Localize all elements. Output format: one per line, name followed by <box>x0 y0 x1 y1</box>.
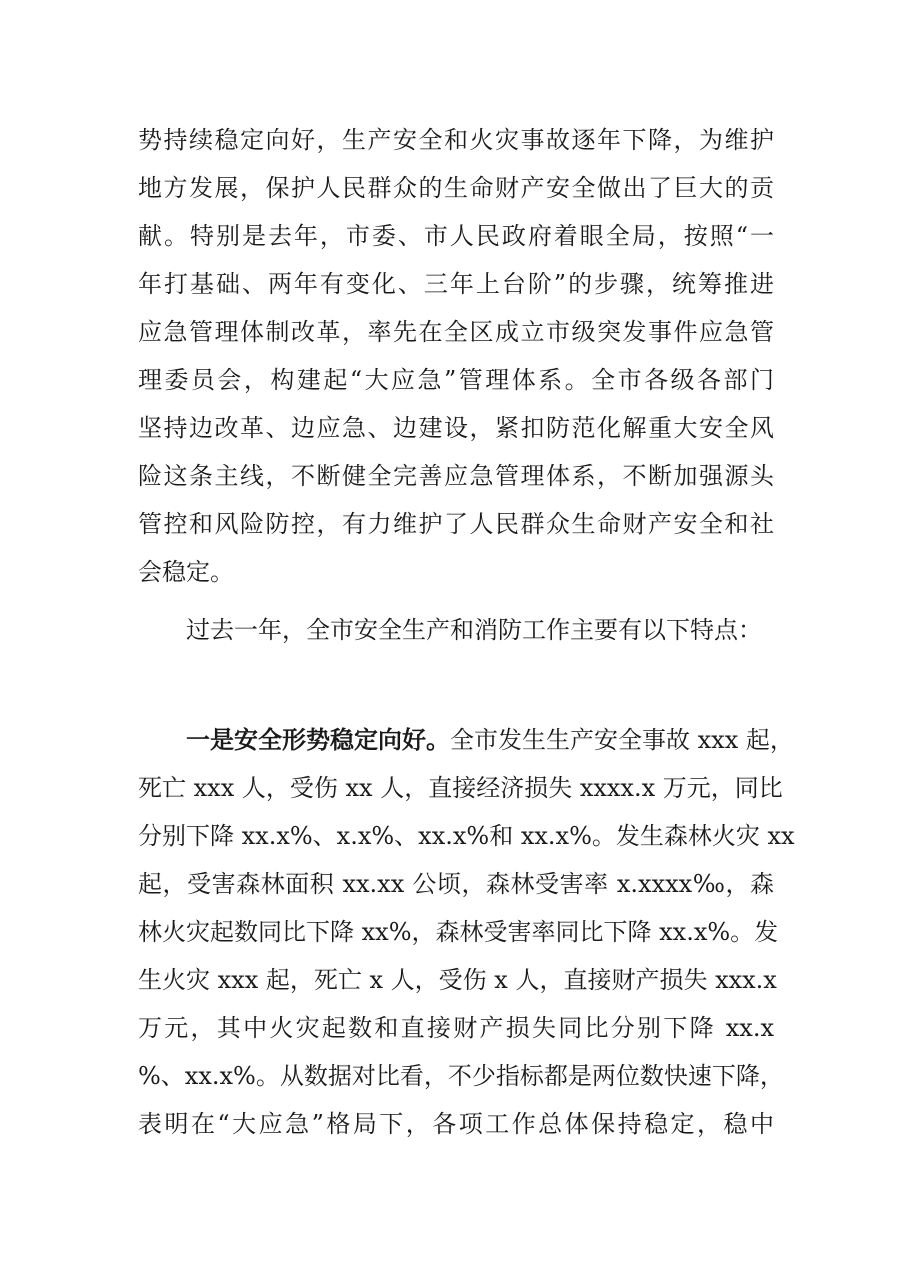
paragraph-1-line-6: 理委员会，构建起“大应急”管理体系。全市各级各部门 <box>138 366 774 394</box>
paragraph-1-line-3: 献。特别是去年，市委、市人民政府着眼全局，按照“一 <box>138 222 774 250</box>
paragraph-3-line-1 <box>186 724 794 756</box>
paragraph-2-line-1: 过去一年，全市安全生产和消防工作主要有以下特点： <box>186 616 762 644</box>
paragraph-3-line-9: 表明在“大应急”格局下，各项工作总体保持稳定，稳中 <box>138 1110 774 1138</box>
paragraph-3-line-5: 林火灾起数同比下降 xx%，森林受害率同比下降 xx.x%。发 <box>138 918 779 946</box>
paragraph-1-line-7: 坚持边改革、边应急、边建设，紧扣防范化解重大安全风 <box>138 414 774 442</box>
paragraph-1-line-1: 势持续稳定向好，生产安全和火灾事故逐年下降，为维护 <box>138 126 774 154</box>
paragraph-1-line-9: 管控和风险防控，有力维护了人民群众生命财产安全和社 <box>138 510 774 538</box>
paragraph-3-line-4: 起，受害森林面积 xx.xx 公顷，森林受害率 x.xxxx‰，森 <box>138 870 774 898</box>
paragraph-3-line-3: 分别下降 xx.x%、x.x%、xx.x%和 xx.x%。发生森林火灾 xx <box>138 822 795 850</box>
paragraph-3-line-2: 死亡 xxx 人，受伤 xx 人，直接经济损失 xxxx.x 万元，同比 <box>138 774 783 802</box>
paragraph-3-line-1-text: 全市发生生产安全事故 xxx 起， <box>450 726 794 754</box>
paragraph-1-line-4: 年打基础、两年有变化、三年上台阶”的步骤，统筹推进 <box>138 270 774 298</box>
paragraph-3-line-6: 生火灾 xxx 起，死亡 x 人，受伤 x 人，直接财产损失 xxx.x <box>138 966 777 994</box>
paragraph-1-line-8: 险这条主线，不断健全完善应急管理体系，不断加强源头 <box>138 462 774 490</box>
paragraph-3-lead-heading: 一是安全形势稳定向好。 <box>186 725 450 754</box>
paragraph-1-line-2: 地方发展，保护人民群众的生命财产安全做出了巨大的贡 <box>138 174 774 202</box>
paragraph-1-line-10: 会稳定。 <box>138 558 234 586</box>
paragraph-3-line-8: %、xx.x%。从数据对比看，不少指标都是两位数快速下降， <box>138 1062 784 1090</box>
paragraph-1-line-5: 应急管理体制改革，率先在全区成立市级突发事件应急管 <box>138 318 774 346</box>
paragraph-3-line-7: 万元，其中火灾起数和直接财产损失同比分别下降 xx.x <box>138 1014 774 1042</box>
